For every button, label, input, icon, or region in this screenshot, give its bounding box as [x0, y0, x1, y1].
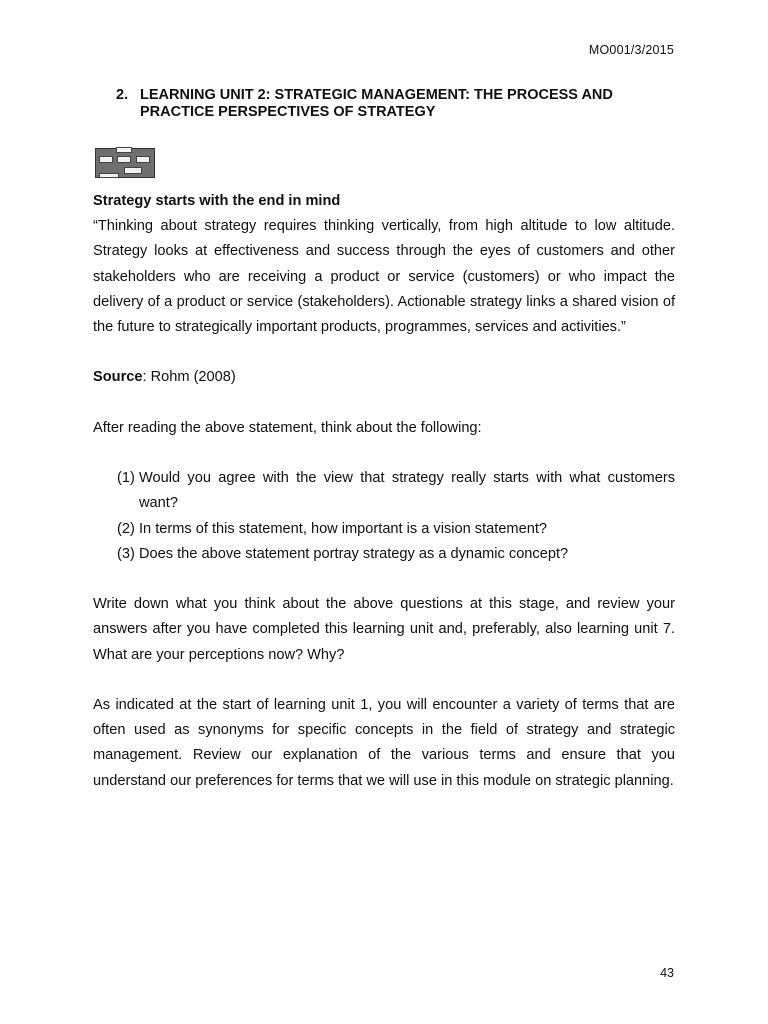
section-heading: Strategy starts with the end in mind	[93, 193, 341, 209]
list-item	[117, 466, 675, 516]
main-content	[93, 189, 675, 794]
source-citation	[93, 365, 675, 390]
document-reference: MO001/3/2015	[588, 43, 674, 57]
page-number: 43	[660, 966, 674, 980]
section-number: 2.	[116, 87, 129, 103]
question-text: Would you agree with the view that strategy really starts with what customers want?	[139, 470, 675, 512]
strategy-quote: “Thinking about strategy requires thinking vertically, from high altitude to low altitude. Strategy looks at effectiveness and success through the eyes of customers and other stakeholders who are receiving a product or service (customers) or who impact the delivery of a product or service (stakeholders). Actionable strategy links a shared vision of the future to strategically important products, programmes, services and activities.”	[93, 218, 675, 336]
list-item	[117, 517, 675, 542]
list-item	[117, 542, 675, 567]
question-text: In terms of this statement, how important is a vision statement?	[139, 520, 547, 537]
closing-paragraph: As indicated at the start of learning unit 1, you will encounter a variety of terms that are often used as synonyms for specific concepts in the field of strategy and strategic management. Review our explanation of the various terms and ensure that you understand our preferences for terms that we will use in this module on strategic planning.	[93, 696, 675, 789]
learning-unit-title	[116, 87, 676, 121]
questions-intro: After reading the above statement, think about the following:	[93, 419, 482, 436]
source-label: Source	[93, 369, 143, 386]
source-text: : Rohm (2008)	[142, 369, 236, 386]
instruction-paragraph: Write down what you think about the above questions at this stage, and review your answers after you have completed this learning unit and, preferably, also learning unit 7. What are your perceptions now? Why?	[93, 596, 675, 663]
question-number: (3)	[117, 545, 135, 562]
question-list	[93, 466, 675, 567]
question-text: Does the above statement portray strategy as a dynamic concept?	[139, 545, 569, 562]
reading-activity-icon	[95, 148, 155, 178]
section-title: LEARNING UNIT 2: STRATEGIC MANAGEMENT: THE PROCESS AND PRACTICE PERSPECTIVES OF STRATEGY	[140, 87, 613, 120]
question-number: (2)	[117, 520, 135, 537]
question-number: (1)	[117, 470, 135, 487]
